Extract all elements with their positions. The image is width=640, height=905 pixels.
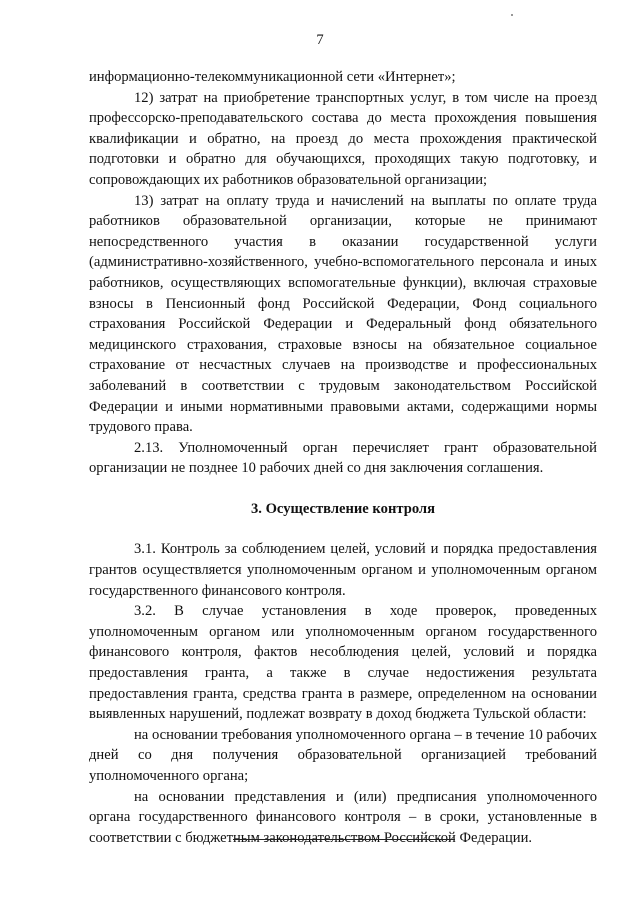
paragraph-item-13: 13) затрат на оплату труда и начислений на выплаты по оплате труда работников образовательной организации, которые не принимают непосредственного участия в оказании государственной услуги (административно-хозяйственного, учебно-вспомогательного персонала и иных работников, осуществляющих вспомогательные функции), включая страховые взносы в Пенсионный фонд Российской Федерации, Фонд социального страхования Российской Федерации и Федеральный фонд обязательного медицинского страхования, страховые взносы на обязательное социальное страхование от несчастных случаев на производстве и профессиональных заболеваний в соответствии с трудовым законодательством Российской Федерации и иными нормативными правовыми актами, содержащими нормы трудового права.: [89, 192, 597, 436]
section-heading: 3. Осуществление контроля: [250, 500, 436, 517]
paragraph-3-2-prescription: на основании представления и (или) предписания уполномоченного органа государственного финансового контроля – в сроки, установленные в соответствии с бюджетным законодательством Российской Федерации.: [89, 788, 597, 846]
document-body: [89, 67, 597, 848]
paragraph-2-13: 2.13. Уполномоченный орган перечисляет грант образовательной организации не позднее 10 рабочих дней со дня заключения соглашения.: [89, 439, 597, 477]
page-number: 7: [316, 32, 324, 48]
paragraph-3-2-requirement: на основании требования уполномоченного органа – в течение 10 рабочих дней со дня получения образовательной организацией требований уполномоченного органа;: [89, 726, 597, 784]
paragraph-3-1: 3.1. Контроль за соблюдением целей, условий и порядка предоставления грантов осуществляется уполномоченным органом и уполномоченным органом государственного финансового контроля.: [89, 541, 597, 599]
paragraph-continuation: информационно-телекоммуникационной сети «Интернет»;: [89, 69, 456, 85]
paragraph-3-2: 3.2. В случае установления в ходе проверок, проведенных уполномоченным органом или уполномоченным органом государственного финансового контроля, фактов несоблюдения целей, условий и порядка предоставления гранта, а также в случае недостижения результата предоставления гранта, средства гранта в размере, определенном на основании выявленных нарушений, подлежат возврату в доход бюджета Тульской области:: [89, 603, 597, 723]
closing-rule: [233, 839, 455, 840]
paragraph-item-12: 12) затрат на приобретение транспортных услуг, в том числе на проезд профессорско-преподавательского состава до места прохождения повышения квалификации и обратно, на проезд до места прохождения практической подготовки и обратно для обучающихся, проходящих такую подготовку, и сопровождающих их работников образовательной организации;: [89, 89, 597, 188]
scan-speck: [511, 14, 513, 16]
